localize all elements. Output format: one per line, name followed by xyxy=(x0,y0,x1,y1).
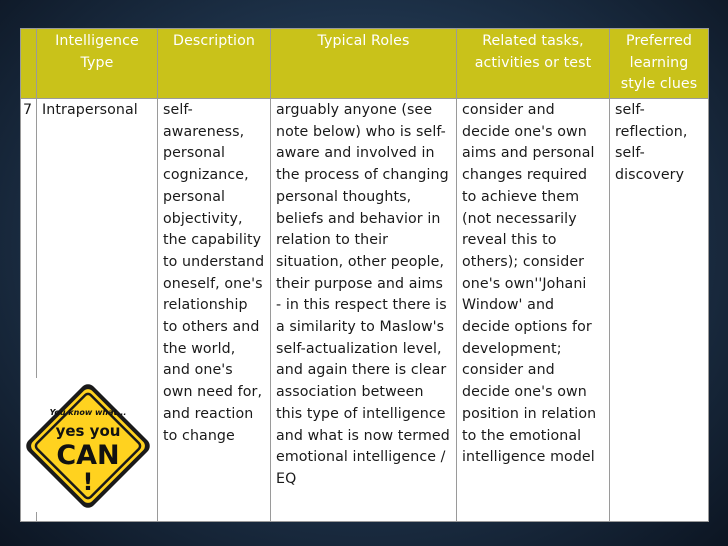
warning-sign-icon xyxy=(24,378,152,512)
sign-line1: yes you xyxy=(55,422,121,440)
header-typical-roles: Typical Roles xyxy=(271,29,457,99)
yes-you-can-sign xyxy=(24,378,152,512)
header-number xyxy=(21,29,37,99)
sign-line2: CAN xyxy=(56,440,120,471)
cell-intelligence-type: Intrapersonal xyxy=(37,99,158,522)
sign-line3: ! xyxy=(82,468,94,496)
cell-preferred-style: self-reflection, self-discovery xyxy=(610,99,709,522)
cell-typical-roles: arguably anyone (see note below) who is self-aware and involved in the process of changing personal thoughts, beliefs and behavior in relation to their situation, other people, their purpose and aims - in this respect there is a similarity to Maslow's self-actualization level, and again there is clear association between this type of intelligence and what is now termed emotional intelligence / EQ xyxy=(271,99,457,522)
header-intelligence-type: Intelligence Type xyxy=(37,29,158,99)
row-number: 7 xyxy=(21,99,37,522)
cell-related-tasks: consider and decide one's own aims and personal changes required to achieve them (not necessarily reveal this to others); consider one's own''Johani Window' and decide options for development; consider and decide one's own position in relation to the emotional intelligence model xyxy=(457,99,610,522)
header-row xyxy=(21,29,709,99)
header-preferred-style: Preferred learning style clues xyxy=(610,29,709,99)
sign-small-text: You know what... xyxy=(49,408,127,417)
header-description: Description xyxy=(158,29,271,99)
header-related-tasks: Related tasks, activities or test xyxy=(457,29,610,99)
cell-description: self-awareness, personal cognizance, personal objectivity, the capability to understand oneself, one's relationship to others and the world, and one's own need for, and reaction to change xyxy=(158,99,271,522)
